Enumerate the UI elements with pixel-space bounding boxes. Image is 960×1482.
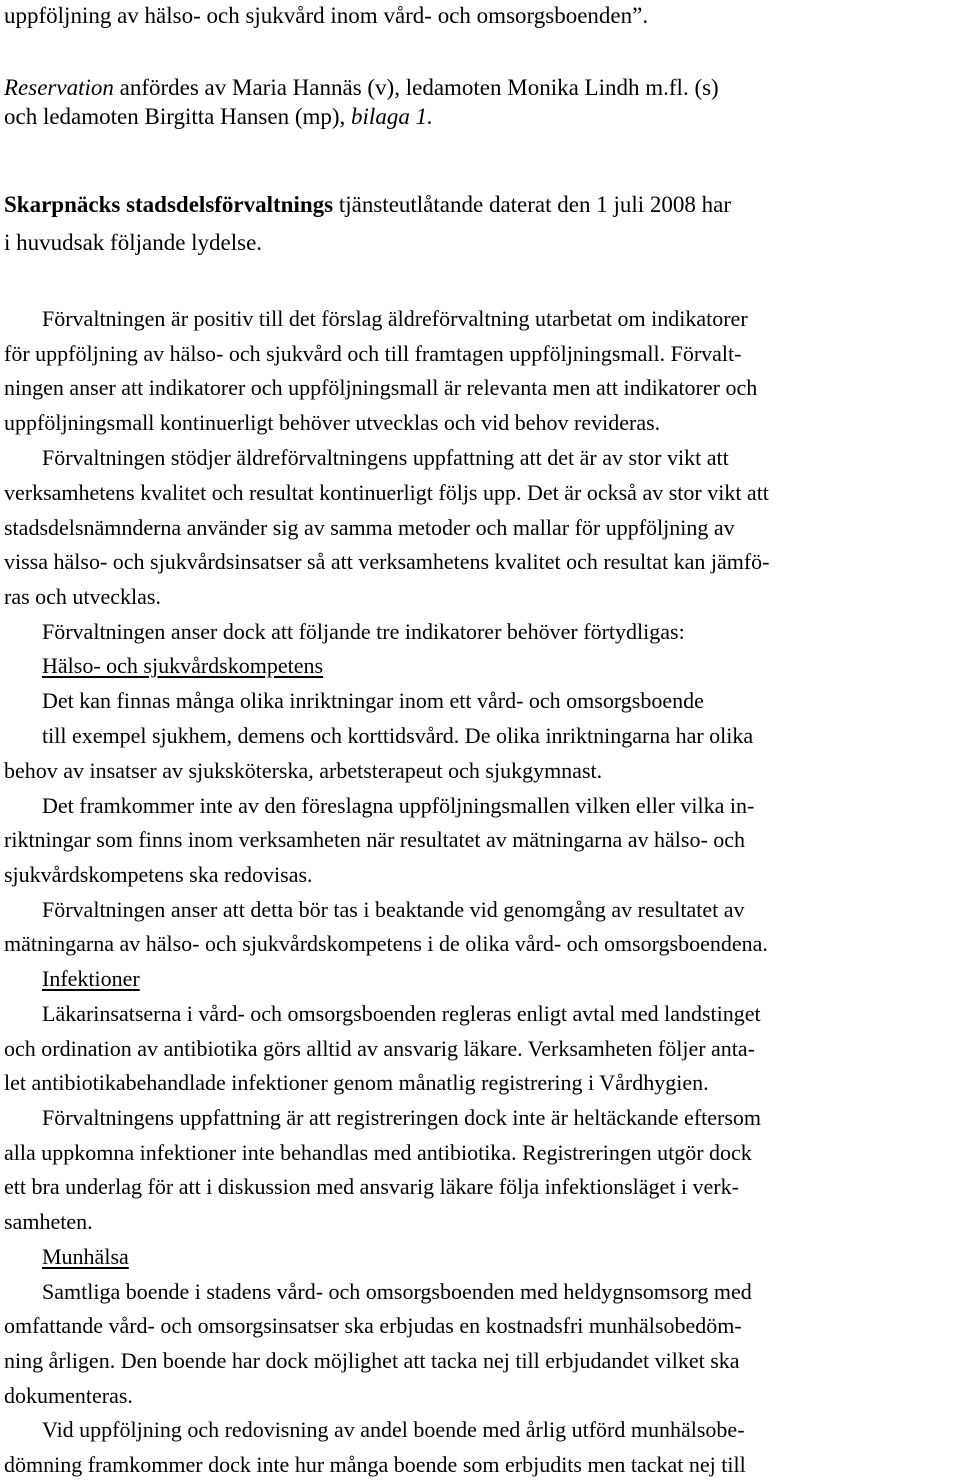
section-heading-health-competence: Hälso- och sjukvårdskompetens <box>42 653 324 678</box>
text-line: riktningar som finns inom verksamheten när resultatet av mätningarna av hälso- och <box>4 827 746 852</box>
reservation-text: anfördes av Maria Hannäs (v), ledamoten Monika Lindh m.fl. (s) <box>113 75 719 100</box>
text-line: vissa hälso- och sjukvårdsinsatser så att verksamhetens kvalitet och resultat kan jämfö- <box>4 549 770 574</box>
reservation-text-2: och ledamoten Birgitta Hansen (mp), <box>4 104 352 129</box>
section-heading-infections: Infektioner <box>42 966 140 991</box>
text-line: dokumenteras. <box>4 1383 133 1408</box>
text-line: Förvaltningens uppfattning är att registreringen dock inte är heltäckande eftersom <box>42 1105 762 1130</box>
text-line: Vid uppföljning och redovisning av andel boende med årlig utförd munhälsobe- <box>42 1417 745 1442</box>
text-line: uppföljningsmall kontinuerligt behöver utvecklas och vid behov revideras. <box>4 410 661 435</box>
text-line: ras och utvecklas. <box>4 584 161 609</box>
text-line: uppföljning av hälso- och sjukvård inom vård- och omsorgsboenden”. <box>4 3 649 28</box>
text-line: för uppföljning av hälso- och sjukvård och till framtagen uppföljningsmall. Förvalt- <box>4 341 742 366</box>
text-line: ningen anser att indikatorer och uppföljningsmall är relevanta men att indikatorer och <box>4 375 758 400</box>
text-line: Förvaltningen anser dock att följande tre indikatorer behöver förtydligas: <box>42 619 685 644</box>
section-heading-oral-health: Munhälsa <box>42 1244 129 1269</box>
text-line: sjukvårdskompetens ska redovisas. <box>4 862 313 887</box>
text-line: mätningarna av hälso- och sjukvårdskompetens i de olika vård- och omsorgsboendena. <box>4 931 768 956</box>
text-line: let antibiotikabehandlade infektioner genom månatlig registrering i Vårdhygien. <box>4 1070 709 1095</box>
text-line: Förvaltningen stödjer äldreförvaltningens uppfattning att det är av stor vikt att <box>42 445 729 470</box>
attachment-reference: bilaga 1. <box>351 104 433 129</box>
text-line: Det framkommer inte av den föreslagna uppföljningsmallen vilken eller vilka in- <box>42 793 755 818</box>
text-line: ning årligen. Den boende har dock möjlighet att tacka nej till erbjudandet vilket ska <box>4 1348 740 1373</box>
text-line: omfattande vård- och omsorgsinsatser ska erbjudas en kostnadsfri munhälsobedöm- <box>4 1313 742 1338</box>
text-line: till exempel sjukhem, demens och korttidsvård. De olika inriktningarna har olika <box>42 723 754 748</box>
text-line: Det kan finnas många olika inriktningar inom ett vård- och omsorgsboende <box>42 688 704 713</box>
text-line: alla uppkomna infektioner inte behandlas med antibiotika. Registreringen utgör dock <box>4 1140 752 1165</box>
text-line: dömning framkommer dock inte hur många boende som erbjudits men tackat nej till <box>4 1452 746 1477</box>
text-line: Förvaltningen anser att detta bör tas i beaktande vid genomgång av resultatet av <box>42 897 745 922</box>
text-line: ett bra underlag för att i diskussion med ansvarig läkare följa infektionsläget i verk- <box>4 1174 739 1199</box>
text-line: i huvudsak följande lydelse. <box>4 230 263 255</box>
text-line: verksamhetens kvalitet och resultat kontinuerligt följs upp. Det är också av stor vikt att <box>4 480 769 505</box>
report-intro-line <box>4 190 731 220</box>
text-line: samheten. <box>4 1209 93 1234</box>
reservation-label: Reservation <box>4 75 114 100</box>
text-line: och ordination av antibiotika görs alltid av ansvarig läkare. Verksamheten följer anta- <box>4 1036 756 1061</box>
text-line: stadsdelsnämnderna använder sig av samma metoder och mallar för uppföljning av <box>4 515 735 540</box>
text-line: Läkarinsatserna i vård- och omsorgsboenden regleras enligt avtal med landstinget <box>42 1001 761 1026</box>
text-line: Samtliga boende i stadens vård- och omsorgsboenden med heldygnsomsorg med <box>42 1279 752 1304</box>
text-line: behov av insatser av sjuksköterska, arbetsterapeut och sjukgymnast. <box>4 758 603 783</box>
report-intro-text: tjänsteutlåtande daterat den 1 juli 2008 har <box>333 192 732 217</box>
reservation-line <box>4 73 719 103</box>
text-line: Förvaltningen är positiv till det förslag äldreförvaltning utarbetat om indikatorer <box>42 306 748 331</box>
authority-name: Skarpnäcks stadsdelsförvaltnings <box>4 192 334 217</box>
reservation-line-2 <box>4 102 433 132</box>
